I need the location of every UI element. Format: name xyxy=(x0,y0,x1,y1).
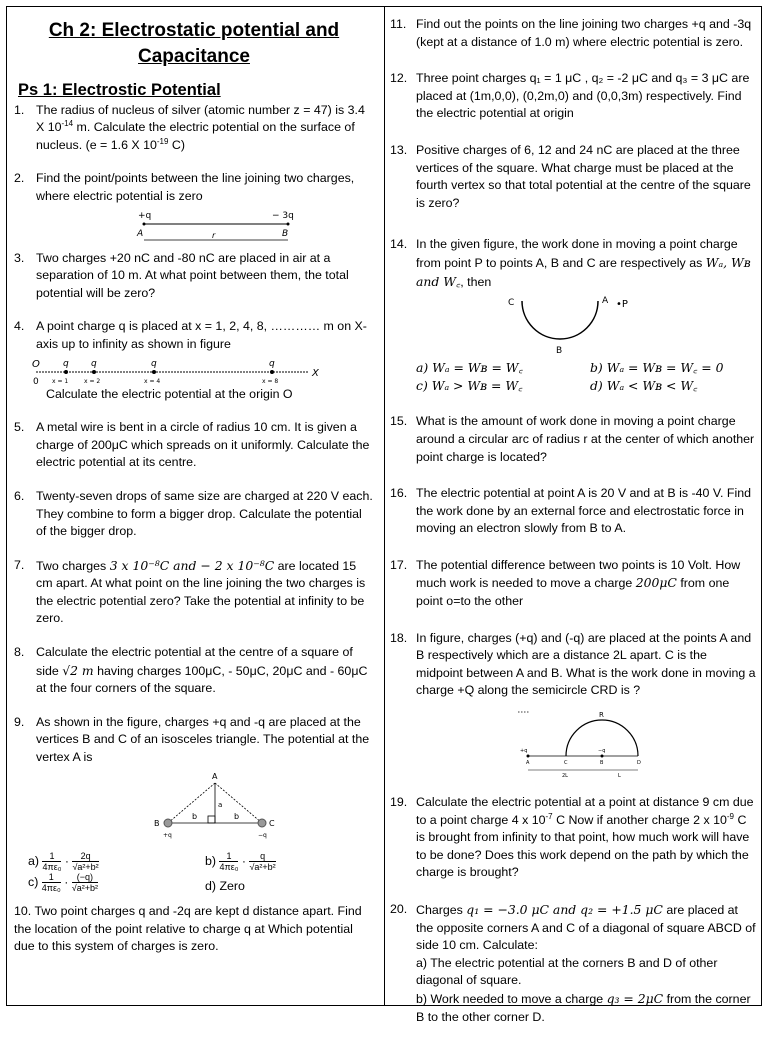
exponent: -19 xyxy=(156,136,169,146)
vertex-label: B xyxy=(154,818,160,828)
question-number: 14. xyxy=(390,237,408,252)
exponent: -14 xyxy=(61,119,74,129)
denominator: √a²+b² xyxy=(71,882,98,893)
option-c: c) Wₐ > Wʙ = W꜀ xyxy=(416,377,523,393)
triangle-figure xyxy=(22,769,342,847)
point-label: R xyxy=(599,711,604,720)
numerator: 1 xyxy=(49,850,55,861)
question-text: Two charges +20 nC and -80 nC are placed in air at a separation of 10 m. At what point between them, the total potential will be zero? xyxy=(36,250,349,300)
math-expression: q₃ = 2μC xyxy=(606,990,664,1006)
question-number: 4. xyxy=(14,319,25,334)
sub-question-b xyxy=(416,990,756,1026)
option-d: d) Wₐ < Wʙ < W꜀ xyxy=(590,377,698,393)
charge-label: q xyxy=(269,358,275,369)
question-number: 12. xyxy=(390,71,408,86)
denominator: 4πε₀ xyxy=(219,861,239,872)
question-text: are located 15 cm apart. At what point on the line joining the two charges is the electric potential zero? Take the potential at infinity to be zero. xyxy=(36,558,366,626)
question-text: A metal wire is bent in a circle of radius 10 cm. It is given a charge of 200μC which spreads on it uniformly. Calculate the electric potential at its centre. xyxy=(36,420,370,470)
point-label: A xyxy=(526,760,530,767)
distance-label: r xyxy=(212,230,216,240)
question-text: Three point charges q₁ = 1 μC , q₂ = -2 μC and q₃ = 3 μC are placed at (1m,0,0), (0,2m,0) and (0,0,3m) respectively. Find the electric potential at origin xyxy=(416,71,750,121)
option-a: a) Wₐ = Wʙ = W꜀ xyxy=(416,360,523,376)
question-11 xyxy=(390,16,756,51)
question-9 xyxy=(14,714,374,895)
question-1 xyxy=(14,102,374,155)
math-expression: q₁ = −3.0 μC and q₂ = +1.5 μC xyxy=(466,902,663,917)
point-label: B xyxy=(600,760,604,767)
option-label: a) xyxy=(28,853,40,868)
question-number: 11. xyxy=(390,17,407,31)
option-c: c) $\frac{1}{\text{4πε₀}}$ · $\frac{(-q)}{\text{√a²+b²}}$ xyxy=(28,871,98,893)
question-7 xyxy=(14,557,374,628)
question-number: 8. xyxy=(14,645,25,660)
question-12 xyxy=(390,70,756,123)
question-number: 6. xyxy=(14,488,25,503)
fraction xyxy=(42,851,61,872)
question-number: 1. xyxy=(14,102,25,117)
option-label: b) xyxy=(205,853,217,868)
fraction xyxy=(219,851,238,872)
denominator: 4πε₀ xyxy=(41,882,61,893)
question-text: Twenty-seven drops of same size are charged at 220 V each. They combine to form a bigger drop. Calculate the potential of the bigger drop. xyxy=(36,488,373,539)
question-number: 2. xyxy=(14,171,25,186)
question-text: b) Work needed to move a charge xyxy=(416,991,607,1006)
point-label: B xyxy=(556,346,563,356)
point-label: •P xyxy=(616,299,628,311)
question-text: The radius of nucleus of silver (atomic number z = 47) is 3.4 X 10 xyxy=(36,102,365,135)
fraction xyxy=(72,851,98,872)
column-divider xyxy=(384,6,385,1005)
point-label: A xyxy=(137,228,144,239)
question-text: As shown in the figure, charges +q and -q are placed at the vertices B and C of an isosceles triangle. The potential at the vertex A is xyxy=(36,714,370,765)
option-a: a) $\frac{1}{\text{4πε₀}}$ · $\frac{2q}{\text{√a²+b²}}$ xyxy=(28,850,99,872)
question-15 xyxy=(390,413,756,466)
page-title: Ch 2: Electrostatic potential and Capacitance xyxy=(48,20,340,67)
question-text: from one point o=to the other xyxy=(416,576,730,609)
denominator: 4πε₀ xyxy=(42,861,62,872)
question-8 xyxy=(14,644,374,698)
distance-label: L xyxy=(618,773,621,780)
point-label: A xyxy=(602,296,609,307)
question-text: are placed at the opposite corners A and C of a diagonal of square ABCD of side 10 cm. Calculate: xyxy=(416,903,756,953)
point-label: C xyxy=(508,298,515,309)
math-expression: Wₐ, Wʙ and W꜀ xyxy=(416,254,751,289)
question-5 xyxy=(14,419,374,472)
math-expression: √2 m xyxy=(62,662,94,678)
charge-dot xyxy=(152,370,156,374)
options xyxy=(28,851,374,896)
question-number: 19. xyxy=(390,795,408,810)
right-column xyxy=(390,16,756,1045)
charge-label: +q xyxy=(163,831,172,839)
question-text: Two charges xyxy=(36,558,110,573)
exponent: -7 xyxy=(545,811,553,821)
fraction xyxy=(249,851,275,872)
options xyxy=(416,359,756,394)
question-2 xyxy=(14,170,374,245)
origin-label: O xyxy=(32,358,40,370)
question-text: C) xyxy=(168,137,185,152)
question-text: Calculate the electric potential at a point at distance 9 cm due to a point charge 4 x 10 xyxy=(416,795,754,827)
question-number: 10. xyxy=(14,904,32,919)
numerator: q xyxy=(260,850,266,861)
question-text: Two point charges q and -2q are kept d distance apart. Find the location of the point relative to charge q at Which potential due to this system of charges is zero. xyxy=(14,904,362,954)
charge-label: −q xyxy=(258,831,267,839)
option-label: c) xyxy=(28,874,39,889)
question-16 xyxy=(390,485,756,538)
option-b: b) $\frac{1}{\text{4πε₀}}$ · $\frac{q}{\text{√a²+b²}}$ xyxy=(205,850,276,872)
question-number: 5. xyxy=(14,420,25,435)
side-label: b xyxy=(192,811,198,821)
question-text: , then xyxy=(460,274,492,289)
charge-dot xyxy=(287,222,290,225)
charge-dot xyxy=(601,755,604,758)
question-number: 16. xyxy=(390,486,408,501)
charge-label: −q xyxy=(598,748,606,755)
question-number: 15. xyxy=(390,414,408,429)
question-number: 17. xyxy=(390,557,408,572)
option-b: b) Wₐ = Wʙ = W꜀ = 0 xyxy=(590,360,724,376)
charge-dot xyxy=(527,755,530,758)
vertex-label: A xyxy=(212,771,218,781)
axis-label: X xyxy=(312,367,319,379)
point-label: B xyxy=(282,228,289,239)
numerator: (−q) xyxy=(76,871,93,882)
tick-label: x = 1 xyxy=(52,377,69,385)
question-4 xyxy=(14,318,374,403)
question-number: 9. xyxy=(14,714,25,729)
question-text: In the given figure, the work done in moving a point charge from point P to points A, B and C are respectively as xyxy=(416,237,738,270)
point-label: D xyxy=(637,760,641,767)
distance-label: 2L xyxy=(562,773,568,780)
question-6 xyxy=(14,488,374,541)
point-label: C xyxy=(564,760,568,767)
question-number: 7. xyxy=(14,557,25,572)
numerator: 2q xyxy=(80,850,91,861)
tick-label: x = 8 xyxy=(262,377,279,385)
charge-dot xyxy=(64,370,68,374)
question-text: Calculate the electric potential at the origin O xyxy=(46,386,293,401)
question-text: Calculate the electric potential at the centre of a square of side xyxy=(36,645,353,678)
charge-label: − 3q xyxy=(272,210,294,221)
charge-sphere xyxy=(258,819,266,827)
math-expression: 200μC xyxy=(635,575,677,591)
tick-label: x = 4 xyxy=(144,377,161,385)
option-d: d) Zero xyxy=(205,878,245,893)
question-17 xyxy=(390,557,756,611)
question-20 xyxy=(390,901,756,1026)
two-charge-figure xyxy=(36,208,336,246)
question-text: The potential difference between two points is 10 Volt. How much work is needed to move a charge xyxy=(416,557,741,591)
fraction xyxy=(42,872,61,893)
right-angle-mark xyxy=(208,816,215,823)
charge-dot xyxy=(270,370,274,374)
question-number: 18. xyxy=(390,630,408,645)
charge-dot xyxy=(143,222,146,225)
semicircle-crd-figure xyxy=(390,702,730,786)
question-number: 13. xyxy=(390,142,408,157)
denominator: √a²+b² xyxy=(249,861,276,872)
tick-label: x = 2 xyxy=(84,377,101,385)
semicircle-arc xyxy=(522,301,598,339)
question-text: Find out the points on the line joining two charges +q and -3q (kept at a distance of 1.0 m) where electric potential is zero. xyxy=(416,17,752,49)
vertex-label: C xyxy=(269,818,275,828)
question-text: Positive charges of 6, 12 and 24 nC are placed at the three vertices of the square. What charge must be placed at the fourth vertex so that total potential at the centre of the square is zero? xyxy=(416,142,751,210)
question-text: Find the point/points between the line joining two charges, where electric potential is zero xyxy=(36,171,355,203)
left-column xyxy=(14,14,374,972)
numerator: 1 xyxy=(226,850,232,861)
question-18 xyxy=(390,630,756,786)
question-text: C is brought from infinity to that point, how much work will have to be done? Does this work depend on the path by which the charge is brought? xyxy=(416,812,750,880)
semicircle-figure xyxy=(416,293,746,355)
question-text: In figure, charges (+q) and (-q) are placed at the points A and B respectively which are a distance 2L apart. C is the midpoint between A and B. What is the work done in moving a charge +Q along the semicircle CRD is ? xyxy=(416,630,756,698)
question-text: Charges xyxy=(416,903,467,917)
charge-label: q xyxy=(151,358,157,369)
charge-label: +q xyxy=(520,748,528,755)
question-text: C Now if another charge 2 x 10 xyxy=(552,812,727,827)
question-13 xyxy=(390,142,756,212)
charge-sphere xyxy=(164,819,172,827)
question-number: 20. xyxy=(390,902,408,916)
question-10 xyxy=(14,903,374,956)
charge-label: q xyxy=(63,358,69,369)
math-expression: 3 x 10⁻⁸C and − 2 x 10⁻⁸C xyxy=(109,557,275,573)
question-number: 3. xyxy=(14,250,25,265)
question-text: A point charge q is placed at x = 1, 2, 4, 8, ………… m on X-axis up to infinity as shown in figure xyxy=(36,319,367,351)
side-label: b xyxy=(234,811,240,821)
question-19 xyxy=(390,794,756,882)
exponent: -9 xyxy=(726,811,735,821)
question-text: having charges 100μC, - 50μC, 20μC and - 60μC at the four corners of the square. xyxy=(36,663,368,696)
tick-label: 0 xyxy=(33,376,39,386)
question-text: The electric potential at point A is 20 V and at B is -40 V. Find the work done by an external force and electrostatic force in moving an electron slowly from B to A. xyxy=(416,486,751,536)
section-heading: Ps 1: Electrostic Potential xyxy=(18,81,221,99)
question-14 xyxy=(390,236,756,394)
question-text: from the corner B to the other corner D. xyxy=(416,991,751,1024)
question-text: What is the amount of work done in moving a point charge around a circular arc of radius r at the center of which another point charge is located? xyxy=(416,414,755,464)
question-text: m. Calculate the electric potential on the surface of nucleus. (e = 1.6 X 10 xyxy=(36,120,355,152)
side-label: a xyxy=(218,800,223,809)
question-3 xyxy=(14,250,374,303)
charge-dot xyxy=(92,370,96,374)
charge-label: q xyxy=(91,358,97,369)
x-axis-figure xyxy=(22,356,342,386)
charge-label: +q xyxy=(138,210,152,221)
sub-question-a: a) The electric potential at the corners B and D of other diagonal of square. xyxy=(416,955,718,988)
fraction xyxy=(72,872,98,893)
numerator: 1 xyxy=(48,871,54,882)
denominator: √a²+b² xyxy=(72,861,99,872)
